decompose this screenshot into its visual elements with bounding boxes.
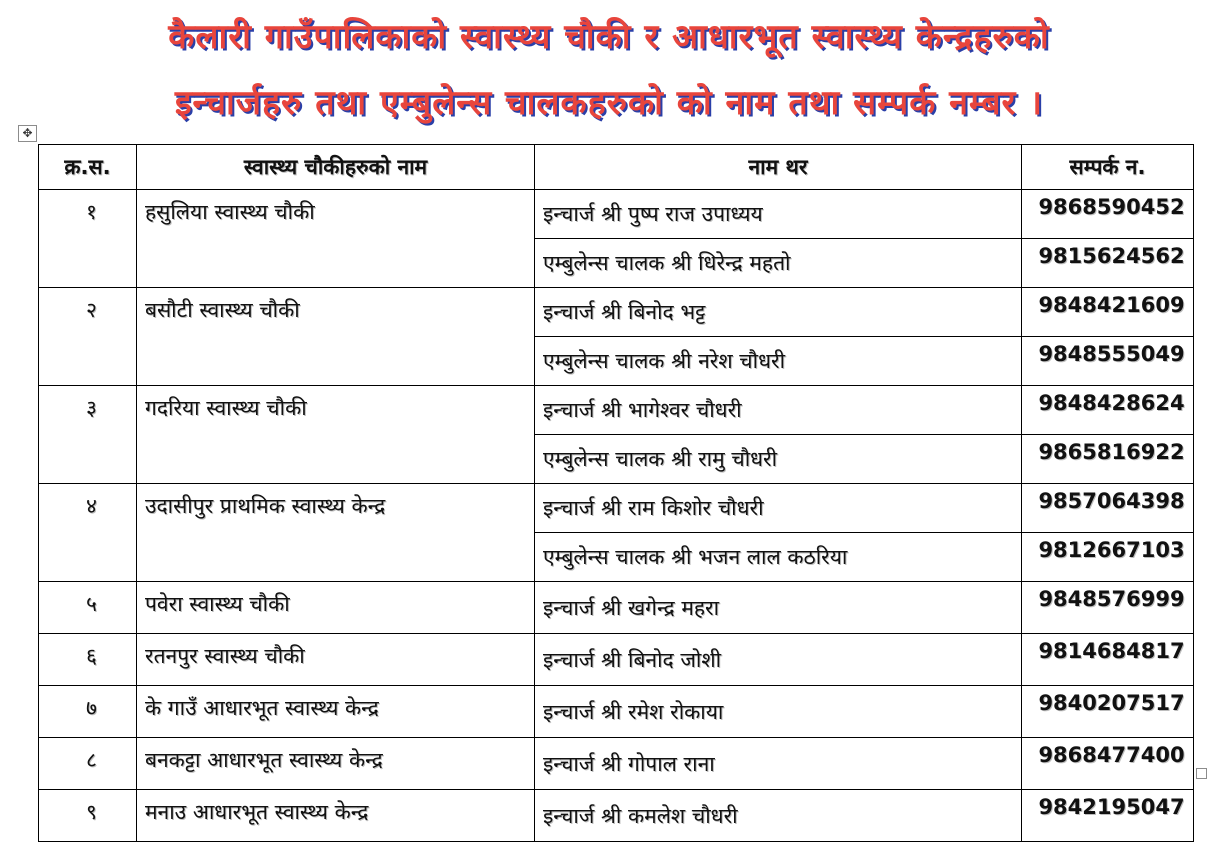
- serial-number-cell: ४: [39, 484, 137, 582]
- page-title-line-2: इन्चार्जहरु तथा एम्बुलेन्स चालकहरुको को नाम तथा सम्पर्क नम्बर ।: [174, 83, 1044, 123]
- table-row: [39, 686, 1194, 738]
- table-row: [39, 288, 1194, 337]
- phone-number-cell: 9848421609: [1022, 288, 1194, 337]
- table-row: [39, 190, 1194, 239]
- health-post-name-cell: बसौटी स्वास्थ्य चौकी: [137, 288, 535, 386]
- phone-number-cell: 9868590452: [1022, 190, 1194, 239]
- header-person-name: नाम थर: [535, 145, 1022, 190]
- header-serial: क्र.स.: [39, 145, 137, 190]
- phone-number-cell: 9842195047: [1022, 790, 1194, 842]
- header-health-post-name: स्वास्थ्य चौकीहरुको नाम: [137, 145, 535, 190]
- serial-number-cell: २: [39, 288, 137, 386]
- health-post-name-cell: उदासीपुर प्राथमिक स्वास्थ्य केन्द्र: [137, 484, 535, 582]
- phone-number-cell: 9848555049: [1022, 337, 1194, 386]
- serial-number-cell: ८: [39, 738, 137, 790]
- person-name-cell: इन्चार्ज श्री भागेश्वर चौधरी: [535, 386, 1022, 435]
- person-name-cell: एम्बुलेन्स चालक श्री रामु चौधरी: [535, 435, 1022, 484]
- phone-number-cell: 9865816922: [1022, 435, 1194, 484]
- page-title-line-1: कैलारी गाउँपालिकाको स्वास्थ्य चौकी र आधारभूत स्वास्थ्य केन्द्रहरुको: [168, 17, 1050, 57]
- person-name-cell: एम्बुलेन्स चालक श्री नरेश चौधरी: [535, 337, 1022, 386]
- phone-number-cell: 9812667103: [1022, 533, 1194, 582]
- header-contact-number: सम्पर्क न.: [1022, 145, 1194, 190]
- health-post-name-cell: पवेरा स्वास्थ्य चौकी: [137, 582, 535, 634]
- person-name-cell: इन्चार्ज श्री बिनोद भट्ट: [535, 288, 1022, 337]
- phone-number-cell: 9848576999: [1022, 582, 1194, 634]
- person-name-cell: एम्बुलेन्स चालक श्री धिरेन्द्र महतो: [535, 239, 1022, 288]
- person-name-cell: इन्चार्ज श्री पुष्प राज उपाध्यय: [535, 190, 1022, 239]
- health-post-name-cell: हसुलिया स्वास्थ्य चौकी: [137, 190, 535, 288]
- health-post-name-cell: मनाउ आधारभूत स्वास्थ्य केन्द्र: [137, 790, 535, 842]
- serial-number-cell: ६: [39, 634, 137, 686]
- serial-number-cell: ३: [39, 386, 137, 484]
- table-body: [39, 190, 1194, 842]
- phone-number-cell: 9840207517: [1022, 686, 1194, 738]
- health-post-name-cell: रतनपुर स्वास्थ्य चौकी: [137, 634, 535, 686]
- person-name-cell: इन्चार्ज श्री कमलेश चौधरी: [535, 790, 1022, 842]
- person-name-cell: इन्चार्ज श्री बिनोद जोशी: [535, 634, 1022, 686]
- table-row: [39, 484, 1194, 533]
- serial-number-cell: १: [39, 190, 137, 288]
- person-name-cell: इन्चार्ज श्री खगेन्द्र महरा: [535, 582, 1022, 634]
- contact-table: [38, 144, 1194, 842]
- serial-number-cell: ५: [39, 582, 137, 634]
- phone-number-cell: 9868477400: [1022, 738, 1194, 790]
- person-name-cell: एम्बुलेन्स चालक श्री भजन लाल कठरिया: [535, 533, 1022, 582]
- serial-number-cell: ७: [39, 686, 137, 738]
- phone-number-cell: 9815624562: [1022, 239, 1194, 288]
- table-row: [39, 386, 1194, 435]
- table-resize-handle-icon[interactable]: [1196, 768, 1207, 779]
- person-name-cell: इन्चार्ज श्री राम किशोर चौधरी: [535, 484, 1022, 533]
- phone-number-cell: 9814684817: [1022, 634, 1194, 686]
- person-name-cell: इन्चार्ज श्री गोपाल राना: [535, 738, 1022, 790]
- health-post-name-cell: गदरिया स्वास्थ्य चौकी: [137, 386, 535, 484]
- table-row: [39, 790, 1194, 842]
- table-row: [39, 634, 1194, 686]
- table-header-row: [39, 145, 1194, 190]
- health-post-name-cell: के गाउँ आधारभूत स्वास्थ्य केन्द्र: [137, 686, 535, 738]
- health-post-name-cell: बनकट्टा आधारभूत स्वास्थ्य केन्द्र: [137, 738, 535, 790]
- person-name-cell: इन्चार्ज श्री रमेश रोकाया: [535, 686, 1022, 738]
- serial-number-cell: ९: [39, 790, 137, 842]
- phone-number-cell: 9857064398: [1022, 484, 1194, 533]
- table-move-handle-icon[interactable]: ✥: [18, 125, 37, 142]
- table-row: [39, 582, 1194, 634]
- phone-number-cell: 9848428624: [1022, 386, 1194, 435]
